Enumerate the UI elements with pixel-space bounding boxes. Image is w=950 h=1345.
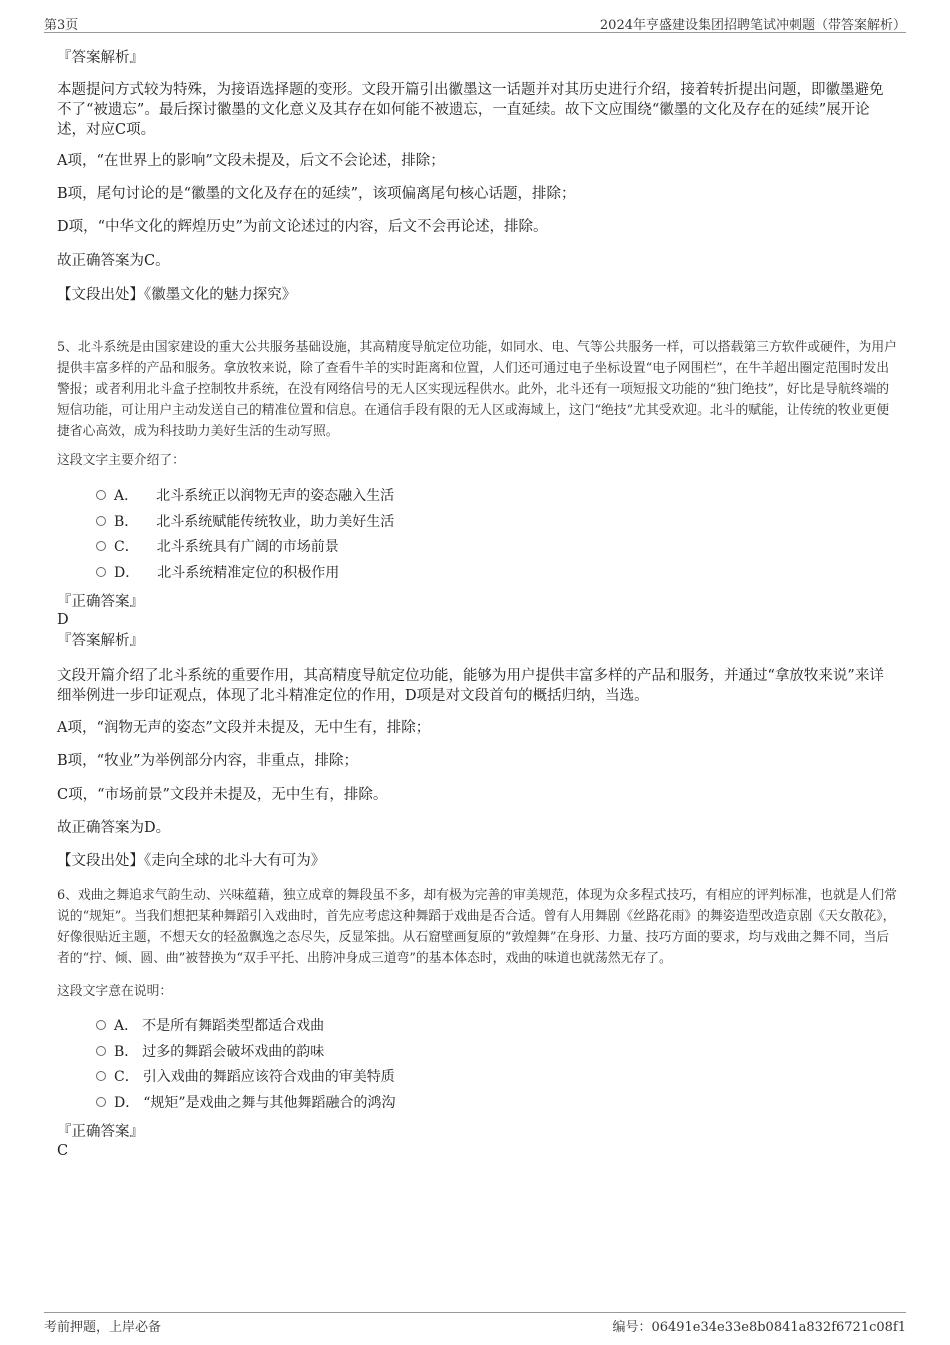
radio-icon[interactable] (96, 1097, 106, 1107)
radio-icon[interactable] (96, 1020, 106, 1030)
q5-option-b-analysis: B项，“牧业”为举例部分内容，非重点，排除； (57, 753, 358, 769)
q5-question: 这段文字主要介绍了： (57, 453, 185, 468)
document-title: 2024年亨盛建设集团招聘笔试冲刺题（带答案解析） (599, 18, 906, 33)
q5-option-b[interactable]: B． 北斗系统赋能传统牧业，助力美好生活 (96, 510, 856, 536)
q6-option-c[interactable]: C． 引入戏曲的舞蹈应该符合戏曲的审美特质 (96, 1065, 856, 1091)
q5-option-c-analysis: C项，“市场前景”文段并未提及，无中生有，排除。 (57, 787, 388, 803)
top-conclusion: 故正确答案为C。 (57, 253, 170, 269)
q6-option-b[interactable]: B． 过多的舞蹈会破坏戏曲的韵味 (96, 1040, 856, 1066)
q5-conclusion: 故正确答案为D。 (57, 820, 171, 836)
radio-icon[interactable] (96, 1046, 106, 1056)
top-option-b-analysis: B项，尾句讨论的是“徽墨的文化及存在的延续”，该项偏离尾句核心话题，排除； (57, 186, 576, 202)
q6-answer-label: 『正确答案』 (57, 1124, 144, 1140)
radio-icon[interactable] (96, 1071, 106, 1081)
q6-option-a[interactable]: A． 不是所有舞蹈类型都适合戏曲 (96, 1014, 856, 1040)
q5-answer-label: 『正确答案』 (57, 594, 144, 610)
q5-passage: 5、北斗系统是由国家建设的重大公共服务基础设施，其高精度导航定位功能，如同水、电、气等公共服务一样，可以搭载第三方软件或硬件，为用户提供丰富多样的产品和服务。拿放牧来说，除了查看牛羊的实时距离和位置，人们还可通过电子坐标设置“电子网围栏”，在牛羊超出圈定范围时发出警报；或者利用北斗盒子控制牧井系统，在没有网络信号的无人区实现远程供水。此外，北斗还有一项短报文功能的“独门绝技”，好比是导航终端的短信功能，可让用户主动发送自己的精准位置和信息。在通信手段有限的无人区或海域上，这门“绝技”尤其受欢迎。北斗的赋能，让传统的牧业更便捷省心高效，成为科技助力美好生活的生动写照。 (57, 340, 897, 439)
radio-icon[interactable] (96, 490, 106, 500)
q5-analysis-text: 文段开篇介绍了北斗系统的重要作用，其高精度导航定位功能，能够为用户提供丰富多样的产品和服务，并通过“拿放牧来说”来详细举例进一步印证观点，体现了北斗精准定位的作用，D项是对文段首句的概括归纳，当选。 (57, 668, 884, 704)
radio-icon[interactable] (96, 567, 106, 577)
q5-option-d[interactable]: D． 北斗系统精准定位的积极作用 (96, 561, 856, 587)
q5-analysis-label: 『答案解析』 (57, 633, 144, 649)
radio-icon[interactable] (96, 541, 106, 551)
q6-question: 这段文字意在说明： (57, 984, 173, 999)
q5-option-a[interactable]: A． 北斗系统正以润物无声的姿态融入生活 (96, 484, 856, 510)
top-source: 【文段出处】《徽墨文化的魅力探究》 (57, 287, 297, 303)
top-analysis-label: 『答案解析』 (57, 50, 144, 66)
q5-answer: D (57, 612, 69, 628)
q5-options (96, 484, 856, 586)
q5-source: 【文段出处】《走向全球的北斗大有可为》 (57, 853, 326, 869)
page-footer (44, 1312, 906, 1335)
top-option-a-analysis: A项，“在世界上的影响”文段未提及，后文不会论述，排除； (57, 153, 445, 169)
top-analysis-text: 本题提问方式较为特殊，为接语选择题的变形。文段开篇引出徽墨这一话题并对其历史进行介绍，接着转折提出问题，即徽墨避免不了“被遗忘”。最后探讨徽墨的文化意义及其存在如何能不被遗忘，一直延续。故下文应围绕“徽墨的文化及存在的延续”展开论述，对应C项。 (57, 82, 884, 138)
q6-answer: C (57, 1143, 69, 1159)
page-number: 第3页 (44, 18, 79, 33)
top-option-d-analysis: D项，“中华文化的辉煌历史”为前文论述过的内容，后文不会再论述，排除。 (57, 219, 548, 235)
document-id: 编号：06491e34e33e8b0841a832f6721c08f1 (612, 1320, 906, 1335)
page-header (44, 12, 906, 33)
q5-option-c[interactable]: C． 北斗系统具有广阔的市场前景 (96, 535, 856, 561)
q6-options (96, 1014, 856, 1116)
q6-option-d[interactable]: D． “规矩”是戏曲之舞与其他舞蹈融合的鸿沟 (96, 1091, 856, 1117)
q5-option-a-analysis: A项，“润物无声的姿态”文段并未提及，无中生有，排除； (57, 720, 431, 736)
q6-passage: 6、戏曲之舞追求气韵生动、兴味蕴藉，独立成章的舞段虽不多，却有极为完善的审美规范，体现为众多程式技巧，有相应的评判标准，也就是人们常说的“规矩”。当我们想把某种舞蹈引入戏曲时，首先应考虑这种舞蹈于戏曲是否合适。曾有人用舞剧《丝路花雨》的舞姿造型改造京剧《天女散花》，好像很贴近主题，不想天女的轻盈飘逸之态尽失，反显笨拙。从石窟壁画复原的“敦煌舞”在身形、力量、技巧方面的要求，均与戏曲之舞不同，当后者的“拧、倾、圆、曲”被替换为“双手平托、出胯冲身成三道弯”的基本体态时，戏曲的味道也就荡然无存了。 (57, 888, 897, 966)
footer-slogan: 考前押题，上岸必备 (44, 1320, 162, 1335)
radio-icon[interactable] (96, 516, 106, 526)
